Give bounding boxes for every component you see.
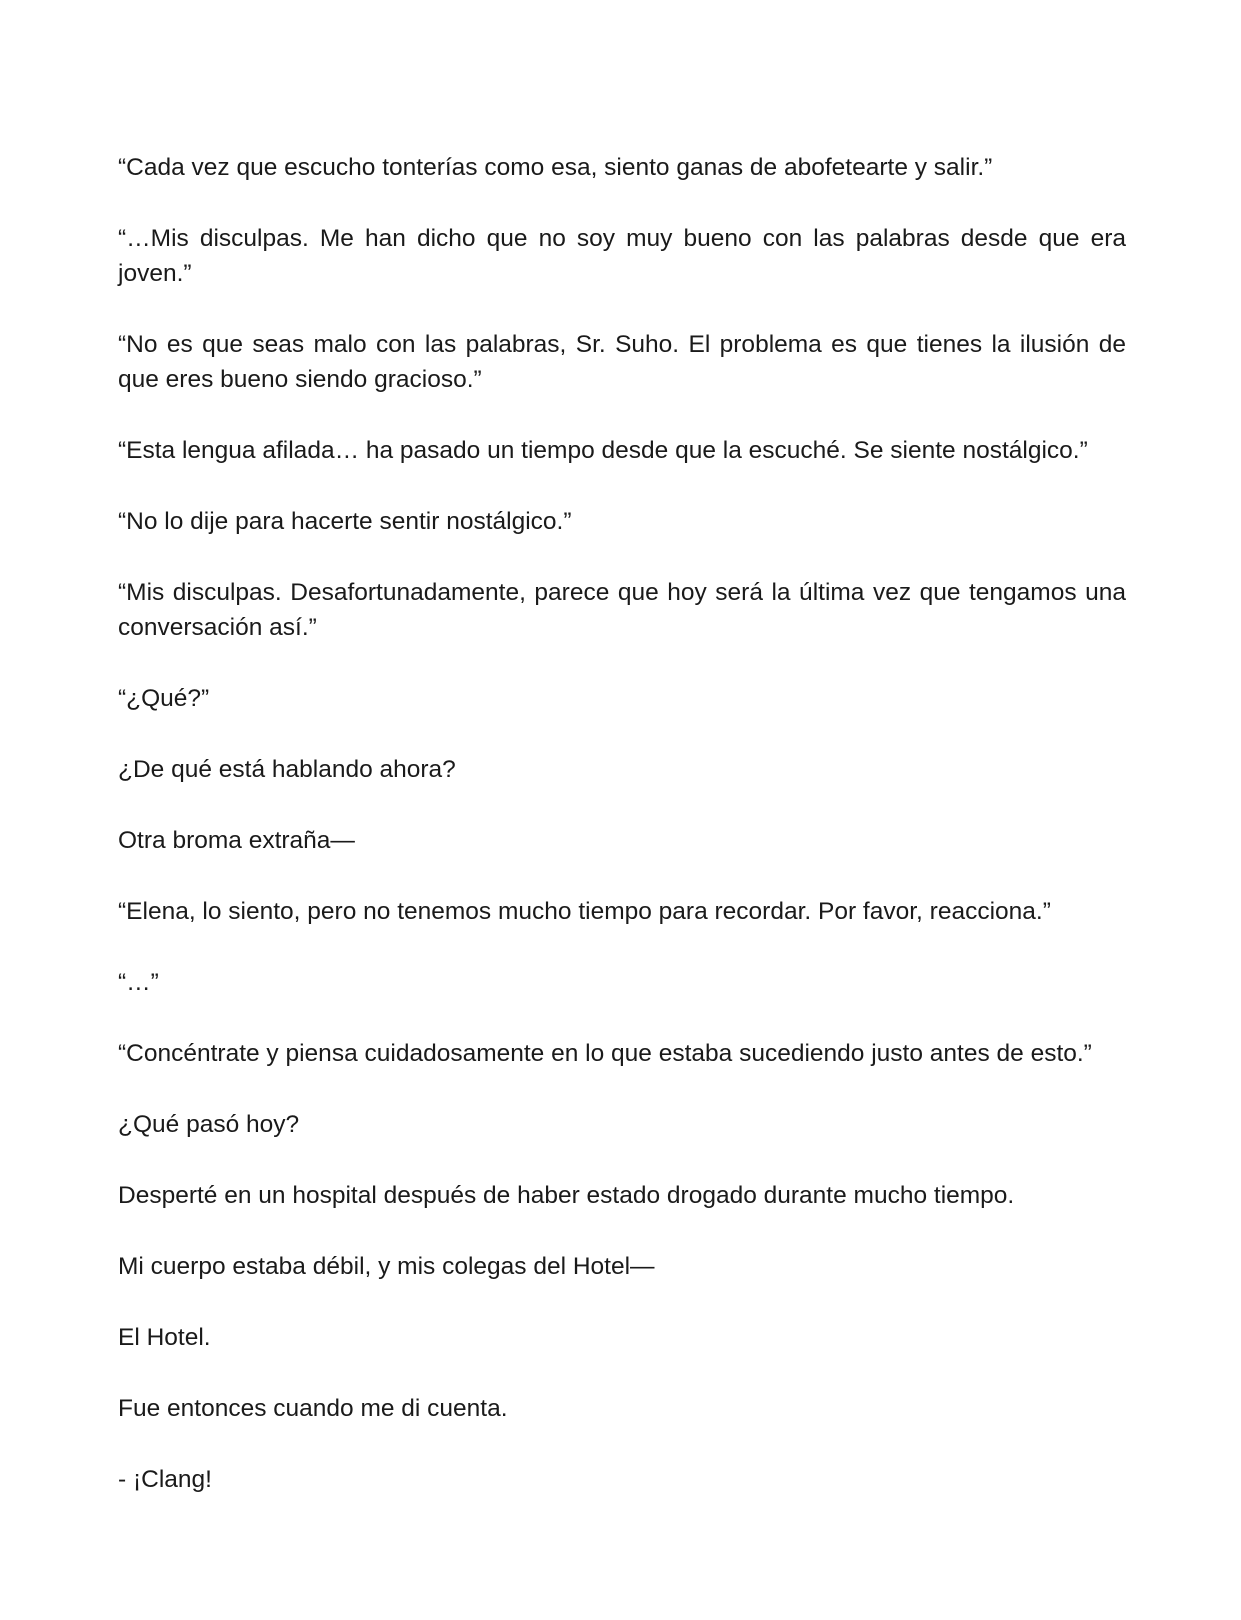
paragraph: “…” [118,969,159,996]
paragraph: “No lo dije para hacerte sentir nostálgico.” [118,508,572,535]
paragraph: Fue entonces cuando me di cuenta. [118,1395,508,1422]
paragraph: Mi cuerpo estaba débil, y mis colegas del Hotel— [118,1253,655,1280]
paragraph: El Hotel. [118,1324,211,1351]
paragraph: “¿Qué?” [118,685,210,712]
paragraph: “Esta lengua afilada… ha pasado un tiempo desde que la escuché. Se siente nostálgico.” [118,437,1088,464]
paragraph: “Mis disculpas. Desafortunadamente, parece que hoy será la última vez que tengamos una conversación así.” [118,579,1126,641]
paragraph: - ¡Clang! [118,1466,212,1493]
paragraph: “Elena, lo siento, pero no tenemos mucho tiempo para recordar. Por favor, reacciona.” [118,898,1051,925]
paragraph: “…Mis disculpas. Me han dicho que no soy muy bueno con las palabras desde que era joven.” [118,225,1126,287]
paragraph: ¿De qué está hablando ahora? [118,756,456,783]
paragraph: “No es que seas malo con las palabras, Sr. Suho. El problema es que tienes la ilusión de que eres bueno siendo gracioso.” [118,331,1126,393]
paragraph: ¿Qué pasó hoy? [118,1111,300,1138]
paragraph: “Cada vez que escucho tonterías como esa, siento ganas de abofetearte y salir.” [118,154,993,181]
paragraph: Desperté en un hospital después de haber estado drogado durante mucho tiempo. [118,1182,1015,1209]
paragraph: Otra broma extraña— [118,827,355,854]
paragraph: “Concéntrate y piensa cuidadosamente en lo que estaba sucediendo justo antes de esto.” [118,1040,1092,1067]
body-text [118,150,1126,1533]
